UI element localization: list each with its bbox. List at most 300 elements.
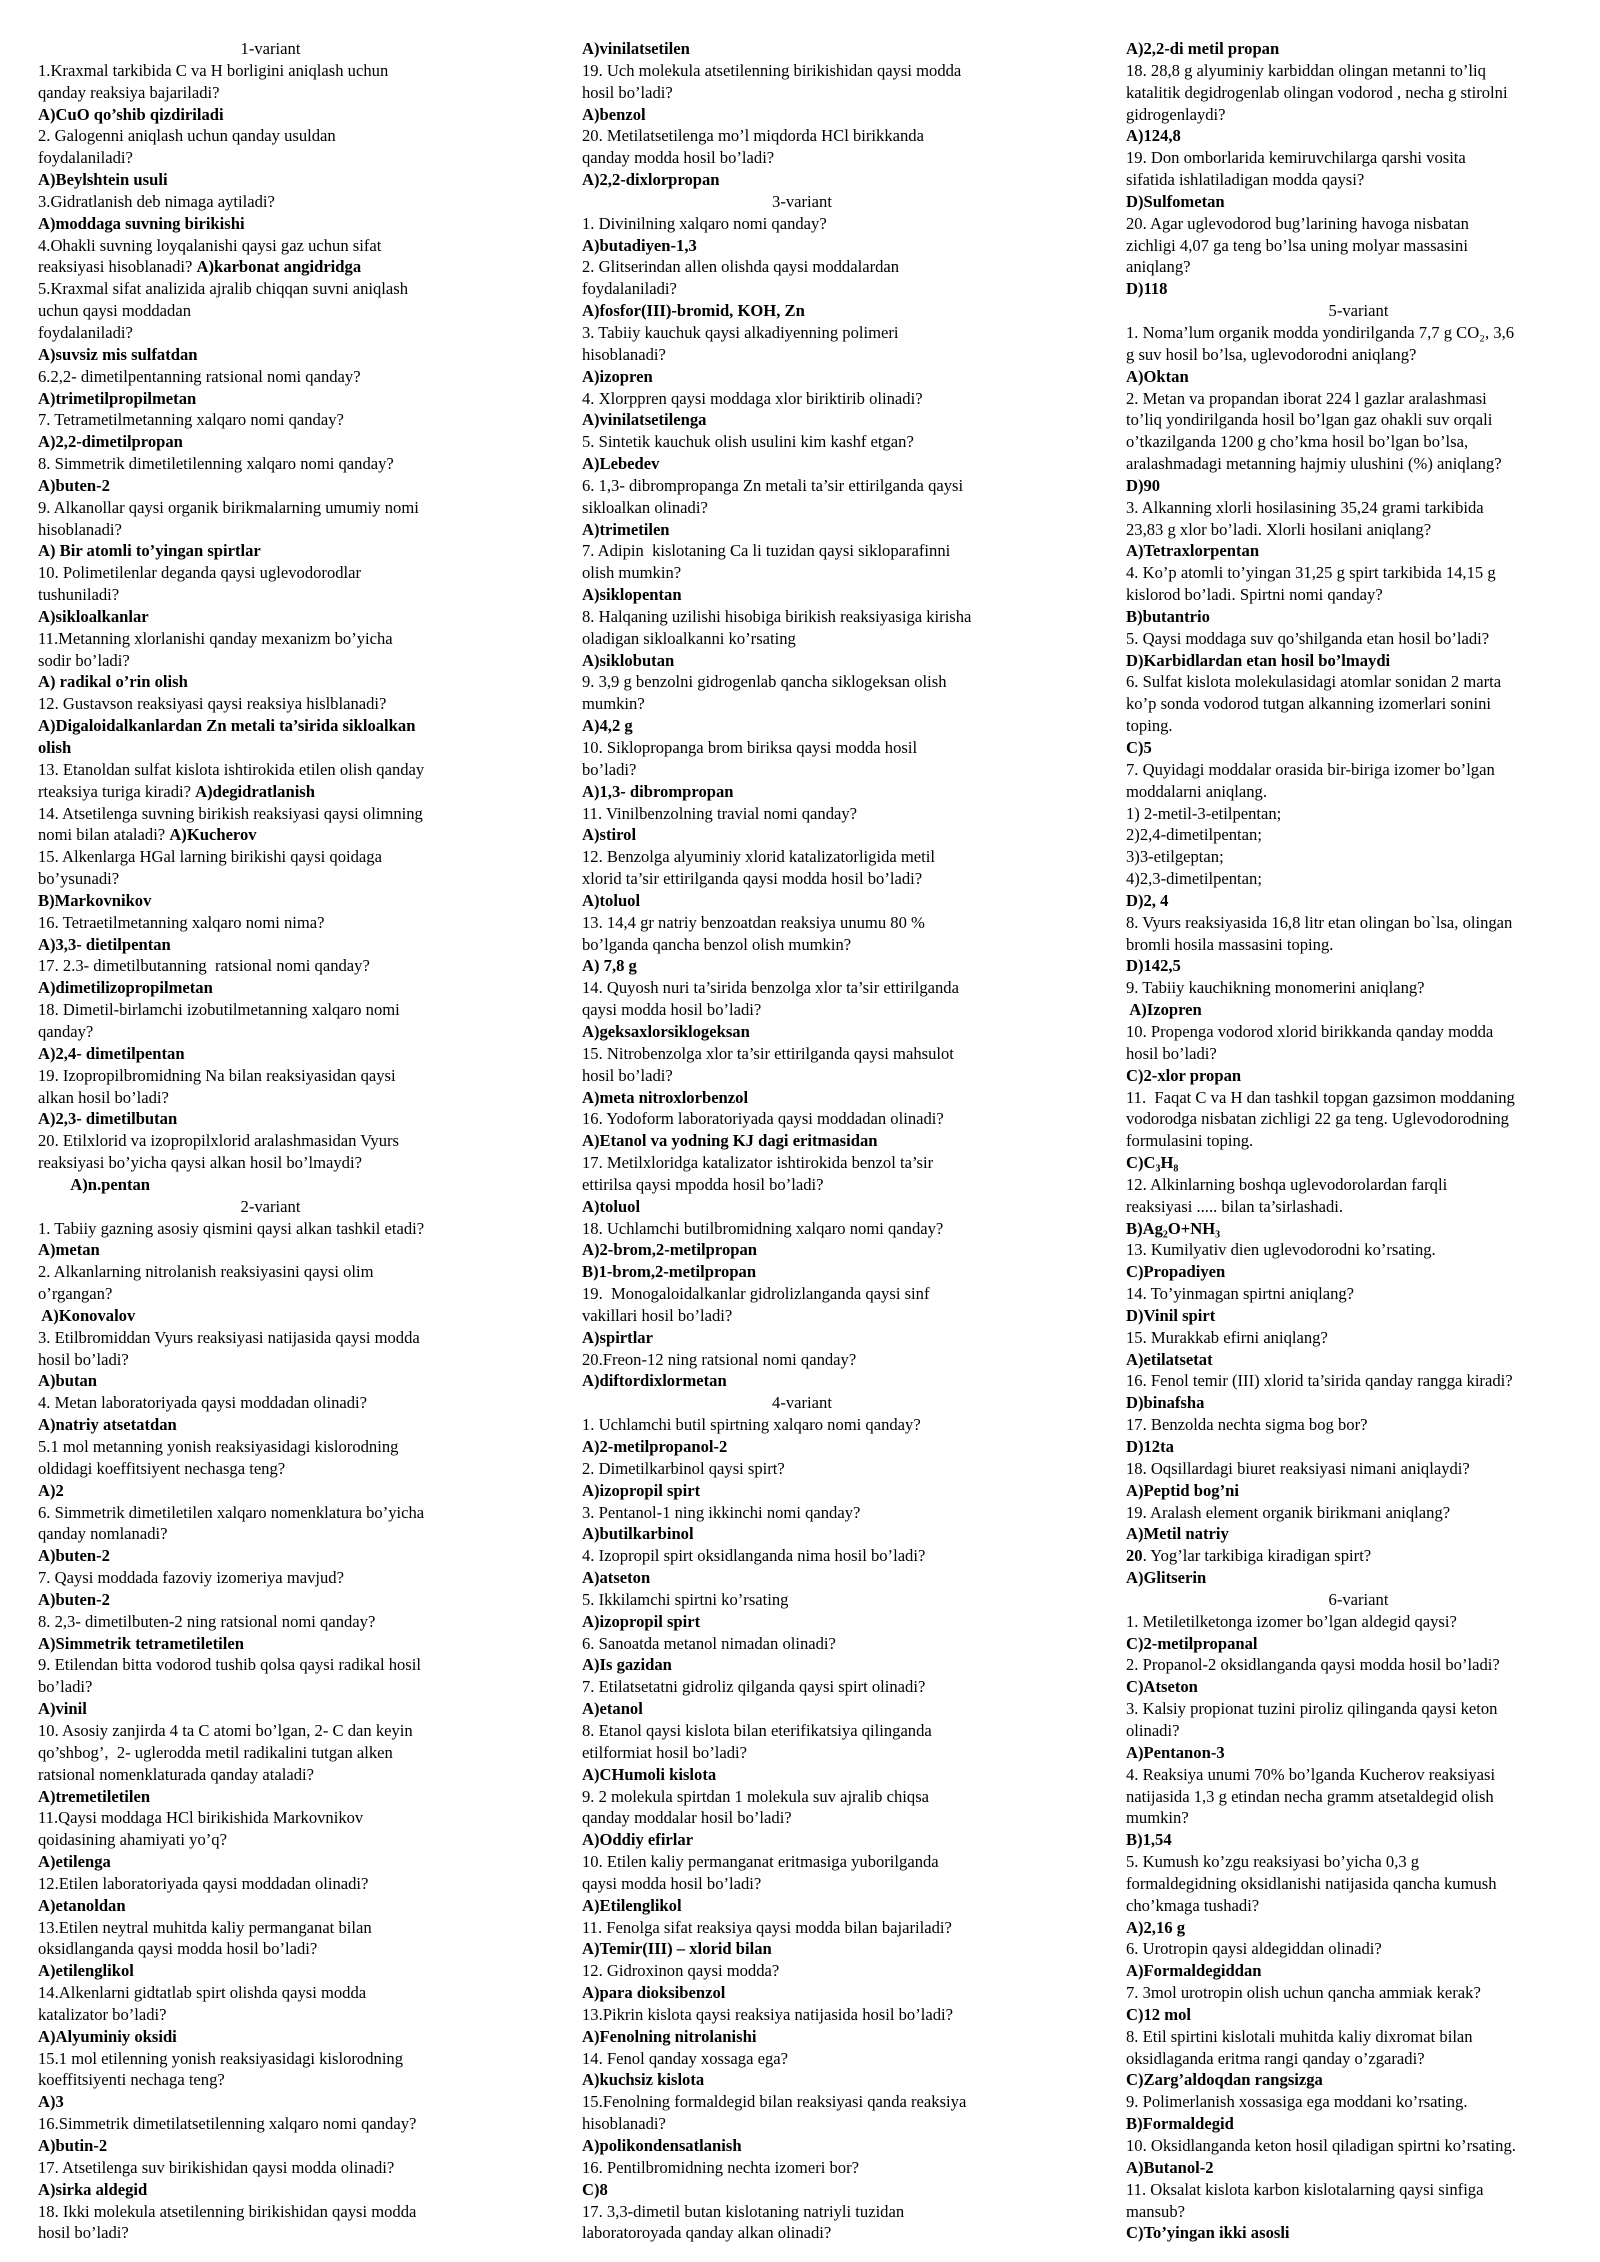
line-text: qanday moddalar hosil bo’ladi? [582,1808,792,1828]
line-text: 15.Fenolning formaldegid bilan reaksiyasi qanda reaksiya [582,2092,967,2112]
answer-line [38,1786,503,1808]
question-line [38,147,503,169]
question-line [582,1458,1022,1480]
line-text: 9. Etilendan bitta vodorod tushib qolsa qaysi radikal hosil [38,1655,421,1675]
line-text: 11.Qaysi moddaga HCl birikishida Markovnikov [38,1808,364,1828]
question-line [582,1174,1022,1196]
answer-line [582,1764,1022,1786]
answer-line [582,1480,1022,1502]
column-2 [582,38,1022,2244]
question-line [582,977,1022,999]
line-text: A)butan [38,1371,98,1391]
answer-line [38,104,503,126]
line-text: 10. Polimetilenlar deganda qaysi uglevodorodlar [38,563,362,583]
answer-line [582,366,1022,388]
line-text: D)binafsha [1126,1393,1205,1413]
answer-line [582,1021,1022,1043]
question-line [1126,1938,1591,1960]
question-line [38,693,503,715]
answer-line [38,1174,503,1196]
answer-line [38,540,503,562]
line-text: B)Ag₂O+NH₃ [1126,1218,1221,1238]
question-line [582,1349,1022,1371]
line-text: 12. Gidroxinon qaysi modda? [582,1961,780,1981]
line-text: 6. Sanoatda metanol nimadan olinadi? [582,1633,836,1653]
question-line [1126,1108,1591,1130]
answer-line [582,584,1022,606]
question-line [1126,977,1591,999]
line-text: D)Vinil spirt [1126,1305,1216,1325]
line-text: 8. Halqaning uzilishi hisobiga birikish reaksiyasiga kirisha [582,606,972,626]
answer-line [1126,2222,1591,2244]
line-text: 7. Quyidagi moddalar orasida bir-biriga izomer bo’lgan [1126,759,1495,779]
line-text: 10. Etilen kaliy permanganat eritmasiga yuborilganda [582,1852,939,1872]
line-text: A)sirka aldegid [38,2179,148,2199]
answer-line [1126,2113,1591,2135]
answer-line [1126,540,1591,562]
answer-line [38,1851,503,1873]
question-line [38,2069,503,2091]
line-text: 3.Gidratlanish deb nimaga aytiladi? [38,191,275,211]
variant-heading [38,1196,503,1218]
answer-line [582,453,1022,475]
line-text: 19. Aralash element organik birikmani aniqlang? [1126,1502,1451,1522]
question-line [582,912,1022,934]
question-line [1126,104,1591,126]
question-line [582,2222,1022,2244]
question-line [1126,2026,1591,2048]
line-text: A)Beylshtein usuli [38,170,168,190]
line-text: 3)3-etilgeptan; [1126,847,1224,867]
question-line [1126,344,1591,366]
question-line [1126,2135,1591,2157]
answer-line [582,169,1022,191]
answer-line [38,2135,503,2157]
question-line [38,278,503,300]
line-text: A)vinil [38,1699,87,1719]
line-text: oksidlanganda qaysi modda hosil bo’ladi? [38,1939,318,1959]
question-line [38,1283,503,1305]
line-text: 14. To’yinmagan spirtni aniqlang? [1126,1284,1355,1304]
line-text: A)Alyuminiy oksidi [38,2026,177,2046]
line-text: 18. Ikki molekula atsetilenning birikishidan qaysi modda [38,2201,417,2221]
line-text: A)2,2-di metil propan [1126,39,1280,58]
line-text: 2. Alkanlarning nitrolanish reaksiyasini qaysi olim [38,1262,374,1282]
question-line [38,300,503,322]
line-text: 9. Polimerlanish xossasiga ega moddani ko’rsating. [1126,2092,1468,2112]
line-text: olish [38,738,72,757]
answer-line [582,1196,1022,1218]
line-text: A)izopropil spirt [582,1480,701,1500]
answer-line [1126,999,1591,1021]
answer-line [38,1633,503,1655]
line-text: A)Butanol-2 [1126,2157,1214,2177]
line-text: uchun qaysi moddadan [38,301,191,321]
line-text: A)atseton [582,1568,651,1588]
line-text: A)Konovalov [38,1305,136,1325]
line-text: A)Simmetrik tetrametiletilen [38,1633,244,1653]
question-line [582,1676,1022,1698]
question-line [582,1917,1022,1939]
line-text: 3-variant [772,191,832,211]
question-line [582,1283,1022,1305]
line-text: qo’shbog’, 2- uglerodda metil radikalini tutgan alken [38,1742,393,1762]
inline-answer: A)Kucherov [169,825,257,845]
question-line [1126,2091,1591,2113]
line-text: 23,83 g xlor bo’ladi. Xlorli hosilani aniqlang? [1126,519,1432,539]
answer-line [582,824,1022,846]
line-text: 3. Alkanning xlorli hosilasining 35,24 grami tarkibida [1126,497,1484,517]
question-line [582,1742,1022,1764]
line-text: 8. Etil spirtini kislotali muhitda kaliy dixromat bilan [1126,2026,1473,2046]
question-line [1126,1502,1591,1524]
line-text: A)butadiyen-1,3 [582,235,697,255]
answer-line [38,1480,503,1502]
line-text: bo’ysunadi? [38,869,120,889]
line-text: C)C₃H₈ [1126,1153,1179,1173]
question-line [1126,824,1591,846]
question-line [1126,1611,1591,1633]
line-text: A)butilkarbinol [582,1524,694,1544]
question-line [582,82,1022,104]
line-text: gidrogenlaydi? [1126,104,1226,124]
answer-line [582,519,1022,541]
question-line [38,781,503,803]
question-line [582,322,1022,344]
answer-line [582,409,1022,431]
line-text: 13. Etanoldan sulfat kislota ishtirokida etilen olish qanday [38,759,425,779]
answer-line [582,235,1022,257]
line-text: C)5 [1126,738,1152,757]
line-text: hosil bo’ladi? [582,82,673,102]
line-text: A)sikloalkanlar [38,606,149,626]
line-text: 1. Noma’lum organik modda yondirilganda 7,7 g CO₂, 3,6 [1126,322,1515,342]
line-text: A)izopropil spirt [582,1611,701,1631]
question-line [1126,519,1591,541]
answer-line [582,2135,1022,2157]
line-text: 2. Dimetilkarbinol qaysi spirt? [582,1458,785,1478]
question-line [38,1152,503,1174]
answer-line [1126,1218,1591,1240]
question-line [1126,1807,1591,1829]
answer-line [582,300,1022,322]
question-line [1126,453,1591,475]
question-line [582,1502,1022,1524]
line-text: A)dimetilizopropilmetan [38,978,213,998]
line-text: A)Glitserin [1126,1568,1207,1588]
line-text: 9. Tabiiy kauchikning monomerini aniqlang? [1126,978,1425,998]
question-line [38,1327,503,1349]
line-text: 6. Simmetrik dimetiletilen xalqaro nomenklatura bo’yicha [38,1502,425,1522]
question-line [38,1611,503,1633]
column-3 [1126,38,1591,2244]
line-text: B)1,54 [1126,1830,1172,1850]
line-text: A)moddaga suvning birikishi [38,213,245,233]
question-line [582,2201,1022,2223]
line-text: 17. Atsetilenga suv birikishidan qaysi modda olinadi? [38,2157,395,2177]
line-text: 2. Galogenni aniqlash uchun qanday usuldan [38,126,336,146]
line-text: A)benzol [582,104,646,124]
answer-line [582,1370,1022,1392]
variant-heading [38,38,503,60]
question-line [1126,1982,1591,2004]
question-line [582,2004,1022,2026]
line-text: qanday nomlanadi? [38,1524,168,1544]
question-line [38,1742,503,1764]
answer-line [1126,278,1591,300]
line-text: 18. Uchlamchi butilbromidning xalqaro nomi qanday? [582,1218,944,1238]
line-text: 13.Pikrin kislota qaysi reaksiya natijasida hosil bo’ladi? [582,2004,953,2024]
question-line [582,606,1022,628]
line-text: olinadi? [1126,1720,1180,1740]
question-line [582,540,1022,562]
question-line [38,2004,503,2026]
question-line [582,803,1022,825]
line-text: 10. Oksidlanganda keton hosil qiladigan spirtni ko’rsating. [1126,2136,1516,2155]
line-text: qanday? [38,1021,94,1041]
line-text: 9. 2 molekula spirtdan 1 molekula suv ajralib chiqsa [582,1786,930,1806]
question-line [38,1807,503,1829]
line-text: foydalaniladi? [582,279,677,299]
line-text: A)etilenga [38,1852,111,1872]
line-text: 16. Fenol temir (III) xlorid ta’sirida qanday rangga kiradi? [1126,1371,1513,1391]
question-line [582,2157,1022,2179]
variant-heading [1126,300,1591,322]
question-line [582,1305,1022,1327]
line-text: hosil bo’ladi? [38,1349,129,1369]
line-text: D)Karbidlardan etan hosil bo’lmaydi [1126,650,1391,670]
line-text: cho’kmaga tushadi? [1126,1895,1260,1915]
answer-line [582,1567,1022,1589]
line-text: A)izopren [582,366,653,386]
line-text: A)butin-2 [38,2136,108,2155]
line-text: 8. Vyurs reaksiyasida 16,8 litr etan olingan bo`lsa, olingan [1126,912,1513,932]
question-line [582,999,1022,1021]
line-text: katalitik degidrogenlab olingan vodorod , necha g stirolni [1126,82,1508,102]
question-line [1126,1851,1591,1873]
line-text: 5.Kraxmal sifat analizida ajralib chiqqan suvni aniqlash [38,279,409,299]
question-line [1126,1720,1591,1742]
question-line [582,1065,1022,1087]
question-line [38,1523,503,1545]
line-text: A)kuchsiz kislota [582,2070,705,2090]
line-text: B)Markovnikov [38,890,152,910]
question-line [582,344,1022,366]
answer-line [38,213,503,235]
answer-line [38,1043,503,1065]
line-text: 2. Metan va propandan iborat 224 l gazlar aralashmasi [1126,388,1487,408]
answer-line [38,606,503,628]
question-line [582,1545,1022,1567]
line-text: 5-variant [1328,301,1389,321]
line-text: A)trimetilen [582,519,670,539]
answer-line [1126,1065,1591,1087]
line-text: reaksiyasi hisoblanadi? [38,257,197,277]
question-line [582,628,1022,650]
question-line [38,803,503,825]
line-text: 6. Urotropin qaysi aldegiddan olinadi? [1126,1939,1382,1959]
line-text: 2)2,4-dimetilpentan; [1126,825,1262,845]
question-line [1126,584,1591,606]
line-text: bo’lganda qancha benzol olish mumkin? [582,934,852,954]
line-text: 5. Qaysi moddaga suv qo’shilganda etan hosil bo’ladi? [1126,628,1490,648]
line-text: C)2-xlor propan [1126,1065,1242,1085]
line-text: 14. Fenol qanday xossaga ega? [582,2048,788,2068]
line-text: 1. Metiletilketonga izomer bo’lgan aldegid qaysi? [1126,1611,1457,1631]
line-text: 19. Uch molekula atsetilenning birikishidan qaysi modda [582,60,962,80]
answer-line [582,1130,1022,1152]
line-text: 3. Pentanol-1 ning ikkinchi nomi qanday? [582,1502,861,1522]
line-text: 20. Agar uglevodorod bug’larining havoga nisbatan [1126,213,1469,233]
question-line [1126,1327,1591,1349]
line-text: A)buten-2 [38,1546,110,1566]
question-line [38,1130,503,1152]
line-text: 4)2,3-dimetilpentan; [1126,869,1262,889]
line-text: A)1,3- dibrompropan [582,781,734,801]
line-text: 12. Benzolga alyuminiy xlorid katalizatorligida metil [582,847,935,867]
answer-line [1126,366,1591,388]
line-text: A)CuO qo’shib qizdiriladi [38,104,224,124]
answer-line [38,1108,503,1130]
question-line [582,2113,1022,2135]
line-text: A) Bir atomli to’yingan spirtlar [38,541,261,561]
line-text: 10. Propenga vodorod xlorid birikkanda qanday modda [1126,1021,1494,1041]
question-line [1126,693,1591,715]
line-text: 16.Simmetrik dimetilatsetilenning xalqaro nomi qanday? [38,2114,417,2134]
question-line [38,453,503,475]
inline-answer: A)degidratlanish [195,781,315,801]
line-text: aniqlang? [1126,257,1191,277]
question-line [1126,1196,1591,1218]
answer-line [1126,191,1591,213]
line-text: 7. Tetrametilmetanning xalqaro nomi qanday? [38,410,344,430]
line-text: oldidagi koeffitsiyent nechasga teng? [38,1458,286,1478]
line-text: 18. Oqsillardagi biuret reaksiyasi nimani aniqlaydi? [1126,1458,1470,1478]
line-text: koeffitsiyenti nechaga teng? [38,2070,225,2090]
question-line [582,868,1022,890]
answer-line [38,1414,503,1436]
line-text: 14.Alkenlarni gidtatlab spirt olishda qaysi modda [38,1983,367,2003]
answer-line [1126,1676,1591,1698]
question-line [1126,846,1591,868]
answer-line [582,1523,1022,1545]
question-line [38,1065,503,1087]
question-line [1126,803,1591,825]
question-line [38,366,503,388]
line-text: A)etanol [582,1699,643,1719]
line-text: 6.2,2- dimetilpentanning ratsional nomi qanday? [38,366,361,386]
question-line [582,1851,1022,1873]
line-text: 4-variant [772,1393,832,1413]
answer-line [1126,2157,1591,2179]
answer-line [1126,475,1591,497]
question-line [1126,1239,1591,1261]
question-line [582,1043,1022,1065]
line-text: 20. Metilatsetilenga mo’l miqdorda HCl birikkanda [582,126,924,146]
question-line [38,1764,503,1786]
question-line [38,1982,503,2004]
line-text: qanday reaksiya bajariladi? [38,82,220,102]
question-line [582,1108,1022,1130]
line-text: qanday modda hosil bo’ladi? [582,148,775,168]
question-line [38,256,503,278]
answer-line [38,1239,503,1261]
line-text: 11. Oksalat kislota karbon kislotalarning qaysi sinfiga [1126,2179,1484,2199]
question-line [38,1938,503,1960]
question-line [38,1261,503,1283]
question-line [38,2222,503,2244]
answer-line [582,2026,1022,2048]
answer-line [38,1960,503,1982]
answer-line [1126,650,1591,672]
question-line [582,1720,1022,1742]
line-text: 10. Asosiy zanjirda 4 ta C atomi bo’lgan, 2- C dan keyin [38,1720,413,1740]
answer-line [1126,1349,1591,1371]
question-line [582,1633,1022,1655]
line-text: 6. 1,3- dibrompropanga Zn metali ta’sir ettirilganda qaysi [582,475,964,495]
question-line [38,125,503,147]
line-text: A)Formaldegiddan [1126,1961,1262,1981]
question-line [582,934,1022,956]
line-text: A)2,3- dimetilbutan [38,1109,178,1129]
question-line [582,256,1022,278]
question-line [1126,759,1591,781]
line-text: A)trimetilpropilmetan [38,388,197,408]
line-text: A)vinilatsetilenga [582,410,707,430]
line-text: 11. Vinilbenzolning travial nomi qanday? [582,803,858,823]
question-line [582,431,1022,453]
line-text: 1. Uchlamchi butil spirtning xalqaro nomi qanday? [582,1415,921,1435]
line-text: 14. Atsetilenga suvning birikish reaksiyasi qaysi olimning [38,803,423,823]
line-text: hisoblanadi? [582,2114,666,2134]
question-line [582,213,1022,235]
line-text: 9. 3,9 g benzolni gidrogenlab qancha siklogeksan olish [582,672,947,692]
line-text: hosil bo’ladi? [38,2223,129,2243]
answer-line [38,1895,503,1917]
line-text: A)Is gazidan [582,1655,672,1675]
line-text: vakillari hosil bo’ladi? [582,1305,733,1325]
answer-line [1126,1305,1591,1327]
question-line [1126,431,1591,453]
line-text: C)Zarg’aldoqdan rangsizga [1126,2070,1323,2090]
question-line [1126,1370,1591,1392]
line-text: 17. 3,3-dimetil butan kislotaning natriyli tuzidan [582,2201,905,2221]
line-text: C)Propadiyen [1126,1262,1226,1282]
answer-line [38,431,503,453]
line-text: 4. Ko’p atomli to’yingan 31,25 g spirt tarkibida 14,15 g [1126,563,1496,583]
question-line [38,868,503,890]
line-text: 14. Quyosh nuri ta’sirida benzolga xlor ta’sir ettirilganda [582,978,959,998]
line-text: D)90 [1126,475,1161,495]
answer-line [582,715,1022,737]
line-text: hosil bo’ladi? [582,1065,673,1085]
inline-answer: A)karbonat angidridga [196,257,362,277]
line-text: A)2,16 g [1126,1917,1185,1937]
line-text: sikloalkan olinadi? [582,497,708,517]
line-text: 1. Divinilning xalqaro nomi qanday? [582,213,827,233]
answer-line [1126,125,1591,147]
line-text: A)2-metilpropanol-2 [582,1437,728,1456]
answer-line [38,2179,503,2201]
answer-line [582,1261,1022,1283]
line-text: A)fosfor(III)-bromid, KOH, Zn [582,301,805,321]
line-text: 16. Yodoform laboratoriyada qaysi moddadan olinadi? [582,1109,944,1129]
question-line [1126,409,1591,431]
line-text: A)spirtlar [582,1327,653,1347]
answer-line [582,1982,1022,2004]
question-line [1126,912,1591,934]
line-text: zichligi 4,07 ga teng bo’lsa uning molyar massasini [1126,235,1468,255]
